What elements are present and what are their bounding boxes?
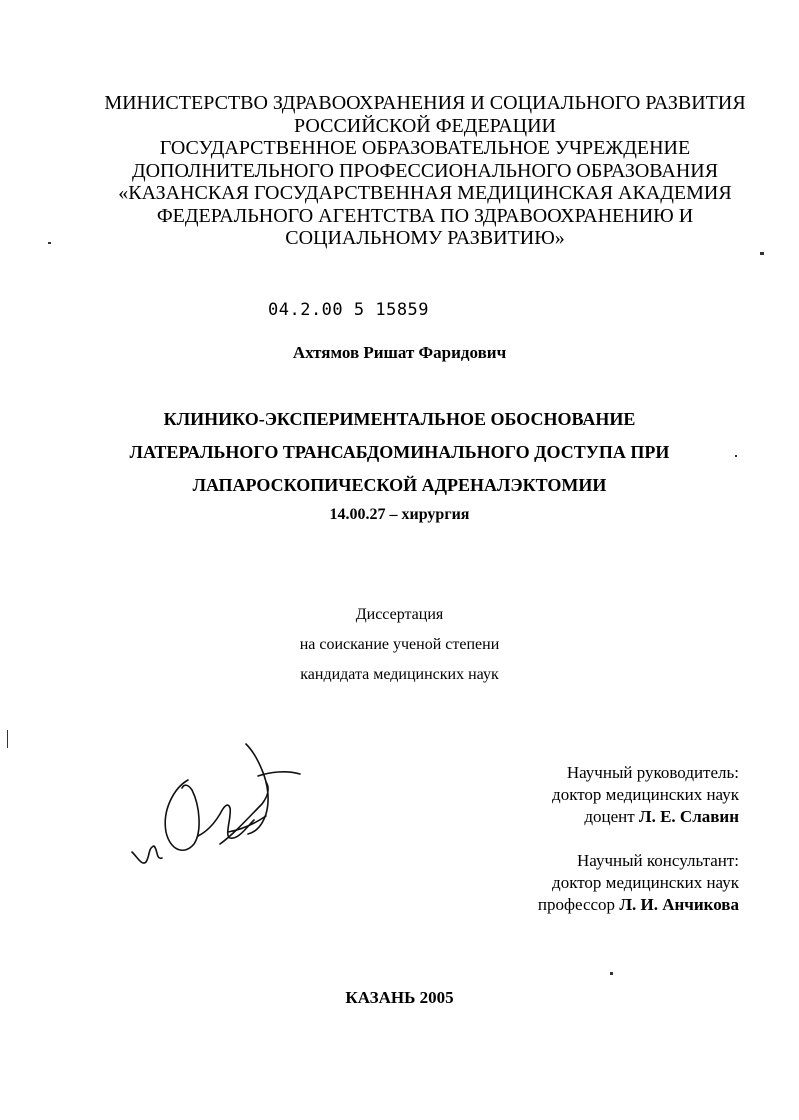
dissertation-line: Диссертация bbox=[355, 606, 444, 623]
header-line: «КАЗАНСКАЯ ГОСУДАРСТВЕННАЯ МЕДИЦИНСКАЯ АКАДЕМИЯ bbox=[118, 182, 732, 204]
consultant-name: Л. И. Анчикова bbox=[619, 895, 739, 914]
header-line: МИНИСТЕРСТВО ЗДРАВООХРАНЕНИЯ И СОЦИАЛЬНОГО РАЗВИТИЯ bbox=[104, 92, 746, 114]
header-line: СОЦИАЛЬНОМУ РАЗВИТИЮ» bbox=[285, 227, 565, 249]
scan-speck bbox=[7, 730, 8, 748]
scan-speck bbox=[610, 972, 613, 975]
registration-number: 04.2.00 5 15859 bbox=[268, 300, 430, 320]
supervisor-line bbox=[538, 806, 739, 828]
city-year: КАЗАНЬ 2005 bbox=[345, 988, 454, 1007]
dissertation-line: на соискание ученой степени bbox=[299, 636, 500, 653]
header-line: ГОСУДАРСТВЕННОЕ ОБРАЗОВАТЕЛЬНОЕ УЧРЕЖДЕНИЕ bbox=[159, 137, 691, 159]
scan-speck bbox=[735, 455, 737, 457]
consultant-role: Научный консультант: bbox=[577, 851, 739, 870]
header-line: ДОПОЛНИТЕЛЬНОГО ПРОФЕССИОНАЛЬНОГО ОБРАЗОВАНИЯ bbox=[131, 159, 719, 182]
advisors-block bbox=[538, 762, 739, 916]
supervisor-name: Л. Е. Славин bbox=[638, 807, 739, 826]
signature-icon bbox=[128, 740, 308, 880]
dissertation-type bbox=[0, 600, 799, 690]
consultant-degree: доктор медицинских наук bbox=[552, 873, 739, 892]
title-line: КЛИНИКО-ЭКСПЕРИМЕНТАЛЬНОЕ ОБОСНОВАНИЕ bbox=[163, 409, 636, 429]
supervisor-rank: доцент bbox=[584, 807, 635, 826]
header-line: РОССИЙСКОЙ ФЕДЕРАЦИИ bbox=[294, 114, 556, 137]
title-line: ЛАТЕРАЛЬНОГО ТРАНСАБДОМИНАЛЬНОГО ДОСТУПА ПРИ bbox=[129, 442, 670, 462]
consultant-line bbox=[538, 894, 739, 916]
author-name: Ахтямов Ришат Фаридович bbox=[292, 343, 507, 362]
scan-speck bbox=[48, 242, 51, 244]
dissertation-line: кандидата медицинских наук bbox=[300, 666, 499, 683]
ministry-header bbox=[60, 92, 790, 250]
supervisor-degree: доктор медицинских наук bbox=[552, 785, 739, 804]
dissertation-title bbox=[0, 403, 799, 502]
specialty-code: 14.00.27 – хирургия bbox=[329, 506, 470, 523]
supervisor-role: Научный руководитель: bbox=[566, 763, 739, 782]
header-line: ФЕДЕРАЛЬНОГО АГЕНТСТВА ПО ЗДРАВООХРАНЕНИЮ И bbox=[156, 204, 694, 227]
consultant-rank: профессор bbox=[537, 895, 616, 914]
scan-speck bbox=[760, 252, 764, 255]
title-line: ЛАПАРОСКОПИЧЕСКОЙ АДРЕНАЛЭКТОМИИ bbox=[192, 475, 607, 495]
